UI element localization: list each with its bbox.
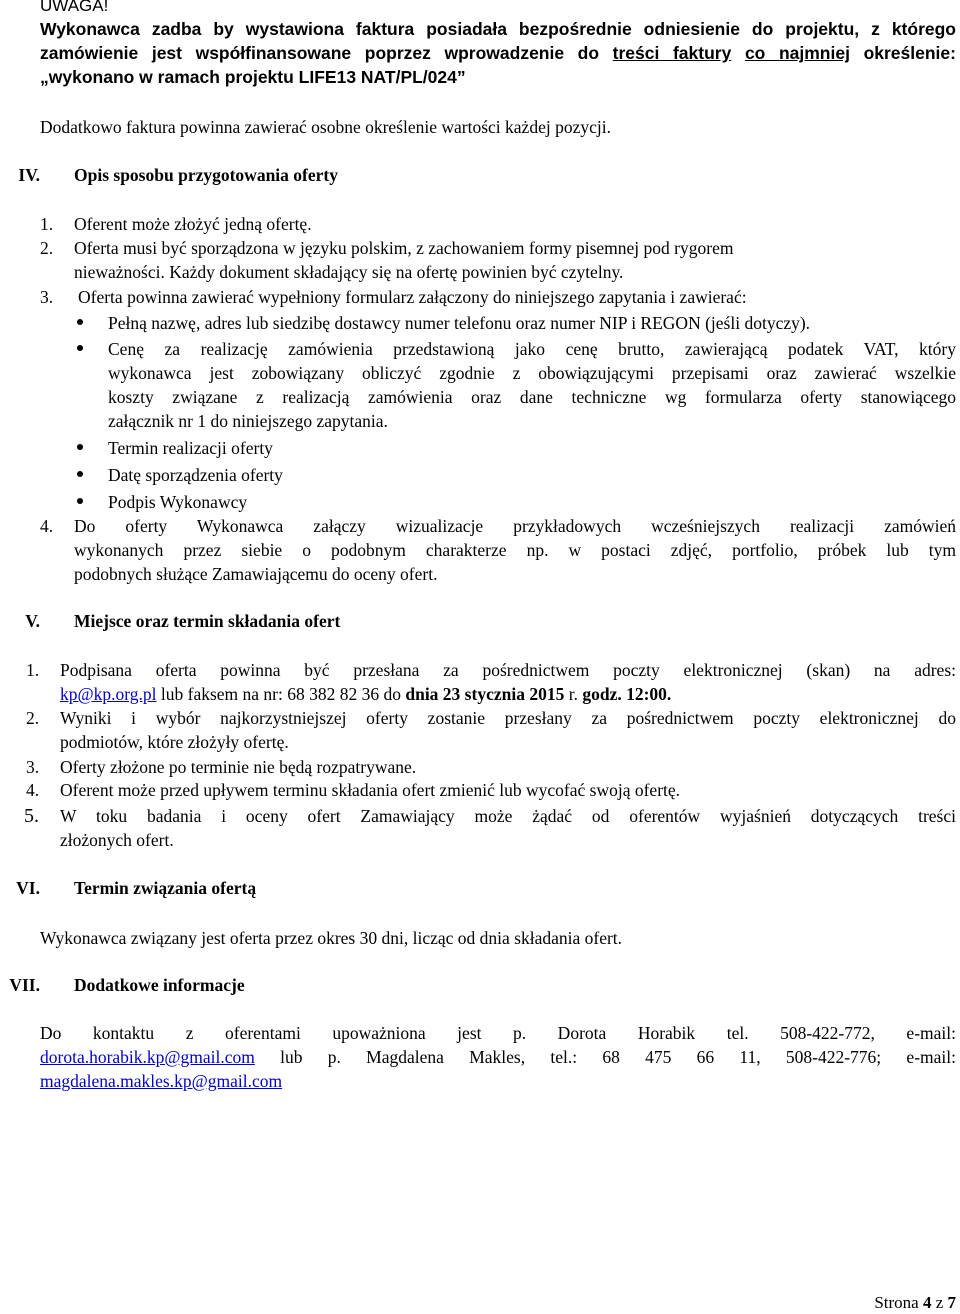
bullet-icon xyxy=(77,498,83,504)
s4-bullet4-text: Datę sporządzenia oferty xyxy=(108,465,283,485)
s4-bullet2-line1: Cenę za realizację zamówienia przedstawioną jako cenę brutto, zawierającą podatek VAT, który xyxy=(108,339,956,359)
s4-bullet3-text: Termin realizacji oferty xyxy=(108,438,273,458)
section-vii-line3 xyxy=(40,1070,282,1092)
s4-item1-number: 1. xyxy=(40,214,54,234)
s5-item2-number: 2. xyxy=(26,708,40,728)
s4-item4-line3: podobnych służące Zamawiającemu do oceny ofert. xyxy=(74,564,438,584)
s5-item2-line1: Wyniki i wybór najkorzystniejszej oferty zostanie przesłany za pośrednictwem poczty elektronicznej do xyxy=(60,708,956,728)
s4-bullet1-text: Pełną nazwę, adres lub siedzibę dostawcy numer telefonu oraz numer NIP i REGON (jeśli dotyczy). xyxy=(108,313,811,333)
s4-item3-number: 3. xyxy=(40,287,54,307)
warning-line-2: zamówienie jest współfinansowane poprzez wprowadzenie do treści faktury co najmniej określenie: xyxy=(40,43,956,63)
section-iv-title: Opis sposobu przygotowania oferty xyxy=(74,165,338,185)
s4-item4-number: 4. xyxy=(40,516,54,536)
warning-extra: Dodatkowo faktura powinna zawierać osobne określenie wartości każdej pozycji. xyxy=(40,117,611,137)
s4-item2-line1: Oferta musi być sporządzona w języku polskim, z zachowaniem formy pisemnej pod rygorem xyxy=(74,238,734,258)
s4-item4-line1: Do oferty Wykonawca załączy wizualizacje przykładowych wcześniejszych realizacji zamówień xyxy=(74,516,956,536)
page-number: Strona 4 z 7 xyxy=(874,1293,956,1312)
s5-item3-text: Oferty złożone po terminie nie będą rozpatrywane. xyxy=(60,757,417,777)
warning-title: UWAGA! xyxy=(40,0,109,15)
section-vi-title: Termin związania ofertą xyxy=(74,878,257,898)
section-vii-title: Dodatkowe informacje xyxy=(74,975,245,995)
section-vii-line1: Do kontaktu z oferentami upoważniona jest p. Dorota Horabik tel. 508-422-772, e-mail: xyxy=(40,1023,956,1043)
email-link-kp[interactable]: kp@kp.org.pl xyxy=(60,684,157,704)
s5-item5-number: 5. xyxy=(24,805,39,827)
s5-item4-text: Oferent może przed upływem terminu składania ofert zmienić lub wycofać swoją ofertę. xyxy=(60,780,681,800)
bullet-icon xyxy=(77,345,83,351)
bullet-icon xyxy=(77,444,83,450)
s5-item3-number: 3. xyxy=(26,757,40,777)
s5-item5-line2: złożonych ofert. xyxy=(60,830,174,850)
section-vii-line2: dorota.horabik.kp@gmail.com lub p. Magdalena Makles, tel.: 68 475 66 11, 508-422-776; e-mail: xyxy=(40,1047,956,1067)
section-v-title: Miejsce oraz termin składania ofert xyxy=(74,611,341,631)
s4-bullet2-line2: wykonawca jest zobowiązany obliczyć zgodnie z obowiązującymi przepisami oraz zawierać wszelkie xyxy=(108,363,956,383)
section-vi-text: Wykonawca związany jest oferta przez okres 30 dni, licząc od dnia składania ofert. xyxy=(40,928,623,948)
section-vi-number: VI. xyxy=(16,878,40,898)
s4-item3-text: Oferta powinna zawierać wypełniony formularz załączony do niniejszego zapytania i zawierać: xyxy=(78,287,747,307)
s4-bullet2-line3: koszty związane z realizacją zamówienia oraz dane techniczne wg formularza oferty stanowiącego xyxy=(108,387,956,407)
bullet-icon xyxy=(77,319,83,325)
s4-item4-line2: wykonanych przez siebie o podobnym charakterze np. w postaci zdjęć, portfolio, próbek lub tym xyxy=(74,540,956,560)
section-vii-number: VII. xyxy=(9,975,40,995)
s4-bullet5-text: Podpis Wykonawcy xyxy=(108,492,248,512)
bullet-icon xyxy=(77,471,83,477)
s5-item4-number: 4. xyxy=(26,780,40,800)
s5-item5-line1: W toku badania i oceny ofert Zamawiający może żądać od oferentów wyjaśnień dotyczących treści xyxy=(60,806,956,826)
s5-item1-number: 1. xyxy=(26,660,40,680)
s5-item2-line2: podmiotów, które złożyły ofertę. xyxy=(60,732,289,752)
section-v-number: V. xyxy=(25,611,40,631)
s4-item2-number: 2. xyxy=(40,238,54,258)
warning-project-code: „wykonano w ramach projektu LIFE13 NAT/PL/024” xyxy=(40,67,466,87)
s5-item1-line1: Podpisana oferta powinna być przesłana za pośrednictwem poczty elektronicznej (skan) na adres: xyxy=(60,660,956,680)
s4-bullet2-line4: załącznik nr 1 do niniejszego zapytania. xyxy=(108,411,388,431)
email-link-dorota[interactable]: dorota.horabik.kp@gmail.com xyxy=(40,1047,255,1067)
section-iv-number: IV. xyxy=(18,165,40,185)
s5-item1-line2: kp@kp.org.pl lub faksem na nr: 68 382 82 36 do dnia 23 stycznia 2015 r. godz. 12:00. xyxy=(60,684,672,704)
warning-line-1: Wykonawca zadba by wystawiona faktura posiadała bezpośrednie odniesienie do projektu, z którego xyxy=(40,19,956,39)
email-link-magdalena[interactable]: magdalena.makles.kp@gmail.com xyxy=(40,1071,283,1091)
s4-item2-line2: nieważności. Każdy dokument składający się na ofertę powinien być czytelny. xyxy=(74,262,624,282)
s4-item1-text: Oferent może złożyć jedną ofertę. xyxy=(74,214,312,234)
